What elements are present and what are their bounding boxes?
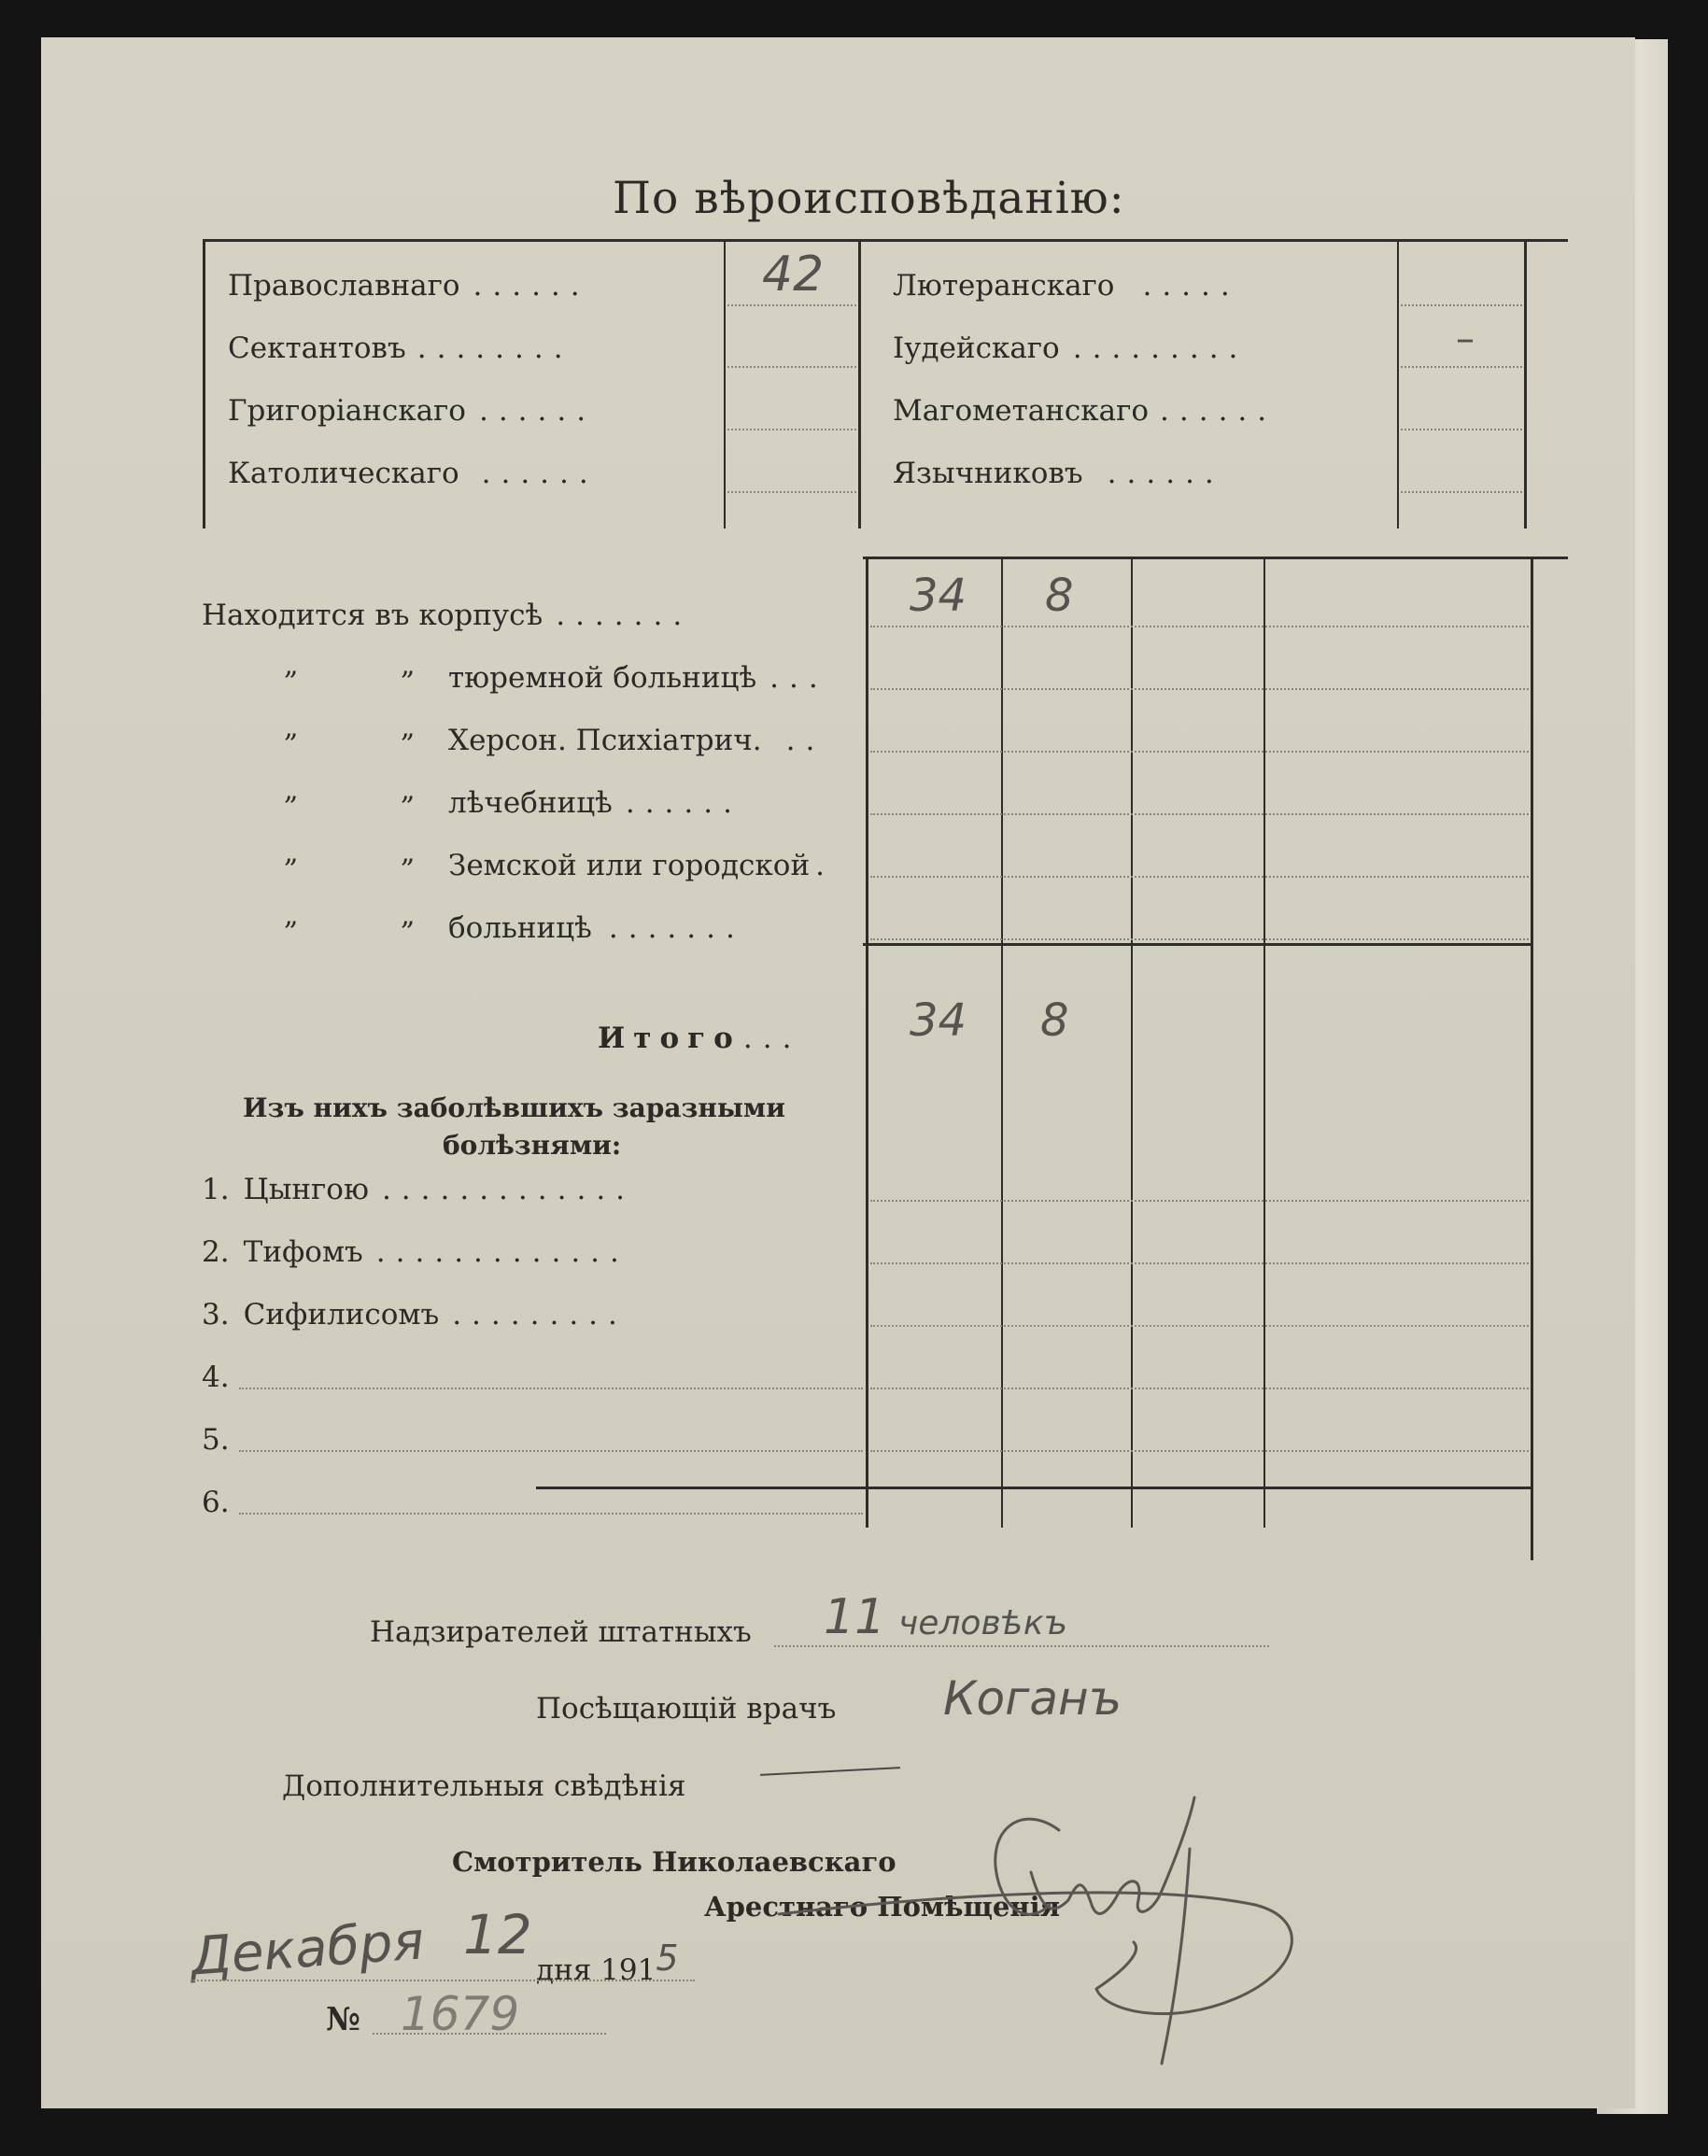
extra-info-label: Дополнительныя свѣдѣнія	[282, 1769, 686, 1803]
total-row	[598, 1022, 801, 1055]
handwritten-value: 42	[762, 247, 825, 303]
religion-table-top-border	[203, 239, 1568, 242]
cell-rule	[870, 688, 1529, 690]
handwritten-date-month: Декабря	[189, 1910, 427, 1988]
cell-rule	[1401, 304, 1522, 306]
religion-row	[228, 457, 599, 490]
total-label: Итого	[598, 1022, 741, 1055]
location-table-col-divider	[1001, 557, 1003, 1528]
blank-entry-line	[239, 1513, 863, 1515]
religion-table-col-divider	[1397, 239, 1399, 528]
cell-rule	[727, 429, 856, 430]
handwritten-doctor-name: Коганъ	[943, 1671, 1122, 1726]
cell-rule	[870, 813, 1529, 815]
leader-dots: .........	[452, 1298, 628, 1332]
leader-dots: .......	[608, 911, 745, 945]
religion-table-mid-border	[858, 239, 861, 528]
leader-dots: .	[815, 849, 835, 882]
cell-rule	[870, 938, 1529, 940]
handwritten-total: 8	[1040, 994, 1069, 1047]
location-total-rule	[863, 943, 1531, 946]
handwritten-value: 34	[910, 570, 967, 622]
document-page	[41, 37, 1635, 2108]
location-label: больницѣ	[448, 911, 592, 945]
cell-rule	[870, 876, 1529, 878]
date-text: дня 191	[536, 1953, 656, 1987]
religion-label: Магометанскаго	[893, 394, 1150, 428]
handwritten-guards-count: 11	[824, 1589, 886, 1645]
disease-label: Цынгою	[243, 1173, 369, 1206]
religion-row	[893, 394, 1277, 428]
handwritten-date-day: 12	[463, 1903, 532, 1966]
cell-rule	[870, 751, 1529, 753]
handwritten-total: 34	[910, 994, 967, 1047]
disease-number: 2.	[202, 1235, 230, 1269]
leader-dots: ......	[478, 394, 597, 428]
location-row	[202, 599, 692, 632]
ditto-mark: „	[401, 649, 416, 682]
cell-rule	[870, 1200, 1529, 1202]
disease-number: 3.	[202, 1298, 230, 1332]
location-row	[448, 849, 835, 882]
religion-label: Сектантовъ	[228, 331, 406, 365]
handwritten-number: 1679	[401, 1987, 520, 2041]
location-table-top-border	[863, 557, 1568, 559]
leader-dots: ......	[625, 786, 742, 820]
leader-dots: ...	[769, 661, 828, 695]
handwritten-value: –	[1456, 317, 1475, 360]
disease-label: Сифилисомъ	[243, 1298, 440, 1332]
leader-dots: .............	[375, 1235, 629, 1269]
location-label: Земской или городской	[448, 849, 811, 882]
ditto-mark: „	[284, 712, 299, 744]
leader-dots: ......	[481, 457, 599, 490]
location-row	[448, 911, 745, 945]
ditto-mark: „	[284, 899, 299, 932]
location-table-left-border	[866, 557, 868, 1528]
disease-label: Тифомъ	[243, 1235, 363, 1269]
religion-table-right-border	[1524, 239, 1527, 528]
number-sign: №	[326, 2001, 360, 2038]
disease-row	[202, 1298, 628, 1332]
cell-rule	[727, 491, 856, 493]
cell-rule	[1401, 366, 1522, 368]
location-label: лѣчебницѣ	[448, 786, 613, 820]
location-label: тюремной больницѣ	[448, 661, 757, 695]
blank-entry-line	[239, 1388, 863, 1389]
religion-row	[228, 269, 590, 303]
disease-number: 5.	[202, 1423, 230, 1457]
leader-dots: ...	[742, 1022, 802, 1055]
cell-rule	[1401, 429, 1522, 430]
location-row	[448, 724, 825, 757]
religion-row	[893, 457, 1224, 490]
leader-dots: .....	[1142, 269, 1240, 303]
disease-number: 4.	[202, 1360, 230, 1394]
signature-drawing	[751, 1793, 1330, 2092]
leader-dots: ..	[785, 724, 826, 757]
blank-entry-line	[239, 1450, 863, 1452]
location-row	[448, 786, 742, 820]
handwritten-guards-unit: человѣкъ	[898, 1604, 1068, 1642]
guards-label: Надзирателей штатныхъ	[370, 1615, 752, 1649]
religion-label: Католическаго	[228, 457, 459, 490]
religion-row	[228, 331, 573, 365]
cell-rule	[870, 1262, 1529, 1264]
page-title: По вѣроисповѣданію:	[613, 173, 1125, 224]
cell-rule	[1401, 491, 1522, 493]
location-table-right-border	[1531, 557, 1533, 1560]
date-entry-line	[191, 1980, 695, 1981]
ditto-mark: „	[401, 712, 416, 744]
handwritten-year-digit: 5	[656, 1938, 679, 1979]
religion-label: Язычниковъ	[893, 457, 1083, 490]
disease-row	[202, 1235, 629, 1269]
religion-row	[228, 394, 596, 428]
religion-row	[893, 269, 1240, 303]
ditto-mark: „	[401, 774, 416, 807]
location-table-col-divider	[1131, 557, 1133, 1528]
handwritten-value: 8	[1045, 570, 1074, 622]
cell-rule	[870, 1450, 1529, 1452]
religion-table-left-border	[203, 239, 205, 528]
diseases-heading: болѣзнями:	[443, 1130, 622, 1161]
location-table-col-divider	[1263, 557, 1265, 1528]
religion-label: Лютеранскаго	[893, 269, 1115, 303]
ditto-mark: „	[284, 774, 299, 807]
ditto-mark: „	[401, 899, 416, 932]
doctor-label: Посѣщающій врачъ	[536, 1692, 837, 1726]
disease-number: 6.	[202, 1486, 230, 1519]
cell-rule	[870, 626, 1529, 627]
leader-dots: ......	[1160, 394, 1277, 428]
location-label: Херсон. Психіатрич.	[448, 724, 762, 757]
disease-number: 1.	[202, 1173, 230, 1206]
location-row	[448, 661, 828, 695]
guards-entry-line	[774, 1645, 1269, 1647]
official-title: Смотритель Николаевскаго	[452, 1846, 896, 1878]
leader-dots: ......	[473, 269, 590, 303]
leader-dots: .......	[556, 599, 693, 632]
diseases-heading: Изъ нихъ заболѣвшихъ заразными	[243, 1092, 786, 1123]
leader-dots: ........	[416, 331, 573, 365]
cell-rule	[727, 366, 856, 368]
religion-label: Православнаго	[228, 269, 460, 303]
ditto-mark: „	[284, 837, 299, 869]
cell-rule	[870, 1325, 1529, 1327]
religion-label: Григоріанскаго	[228, 394, 466, 428]
ditto-mark: „	[401, 837, 416, 869]
religion-row	[893, 331, 1248, 365]
religion-label: Іудейскаго	[893, 331, 1060, 365]
location-label: Находится въ корпусѣ	[202, 599, 543, 632]
leader-dots: .............	[381, 1173, 636, 1206]
ditto-mark: „	[284, 649, 299, 682]
leader-dots: ......	[1107, 457, 1224, 490]
official-title: Арестнаго Помѣщенія	[704, 1891, 1061, 1923]
cell-rule	[727, 304, 856, 306]
religion-table-col-divider	[724, 239, 726, 528]
date-label	[536, 1938, 679, 1988]
handwritten-dash	[760, 1767, 900, 1776]
leader-dots: .........	[1072, 331, 1249, 365]
location-table-bottom-border	[536, 1487, 1531, 1489]
disease-row	[202, 1173, 635, 1206]
cell-rule	[870, 1388, 1529, 1389]
